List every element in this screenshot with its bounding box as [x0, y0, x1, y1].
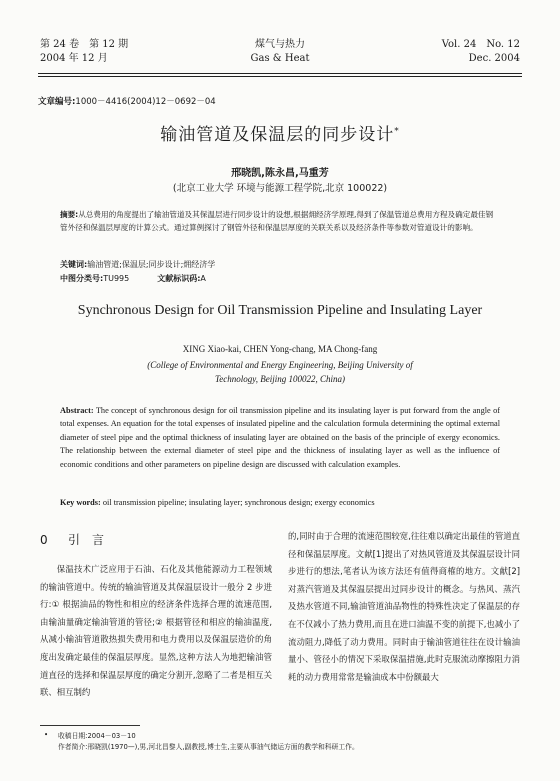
- abstract-cn-text: 从总费用的角度提出了输油管道及其保温层进行同步设计的设想,根据㶲经济学原理,得到了保温管道总费用方程及确定最佳钢管外径和保温层厚度的计算公式。通过算例探讨了钢管外径和保温层厚度的关联关系以及经济条件等参数对管道设计的影响。: [60, 210, 494, 232]
- header-vol-issue-en: Vol. 24 No. 12: [441, 39, 520, 50]
- section-number: 0: [40, 533, 48, 547]
- section-title: 引 言: [68, 533, 105, 547]
- title-cn-text: 输油管道及保温层的同步设计: [160, 125, 395, 145]
- page-title-cn: [0, 120, 560, 145]
- authors-en: XING Xiao-kai, CHEN Yong-chang, MA Chong-fang: [182, 344, 378, 354]
- abstract-en: [60, 404, 500, 471]
- doc-code-value: A: [200, 274, 206, 283]
- header-rule-bottom: [38, 76, 522, 77]
- header-vol-issue-cn: 第 24 卷 第 12 期: [40, 39, 129, 50]
- body-column-left: 保温技术广泛应用于石油、石化及其他能源动力工程领域的输油管道中。传统的输油管道及其保温层设计一般分 2 步进行:① 根据油品的物性和相应的经济条件选择合理的流速范围,由输油量确定输油管道的管径;② 根据管径和相应的输油温度,从减小输油管道散热损失费用和电力费用以及保温层造价的角度出发确定最佳的保温层厚度。显然,这种方法人为地把输油管道直径的选择和保温层厚度的确定分割开,忽略了二者是相互关联、相互制约: [40, 564, 272, 698]
- header-journal-cn: 煤气与热力: [255, 39, 305, 50]
- footnote-received: 收稿日期:2004－03－10: [58, 732, 136, 740]
- clc-value: TU995: [103, 274, 130, 283]
- header-date-cn: 2004 年 12 月: [40, 53, 108, 64]
- footnote-bullet-icon: •: [44, 731, 49, 739]
- abstract-en-label: Abstract:: [60, 406, 94, 415]
- section-heading: [40, 531, 104, 548]
- keywords-cn-label: 关键词:: [60, 260, 88, 269]
- abstract-cn: [60, 208, 500, 234]
- abstract-en-text: The concept of synchronous design for oil transmission pipeline and its insulating layer is put forward from the angle of total expenses. An equation for the total expenses of insulated pipeline and the calculation formula determining the optimal external diameter of steel pipe and the optimal thickness of insulating layer are obtained on the basis of the principle of exergy economics. The relationship between the external diameter of steel pipe and the thickness of insulating layer as well as the influence of economic conditions and other parameters on pipeline design are discussed with calculation examples.: [60, 406, 500, 469]
- footnote-author-bio: 作者简介:邢晓凯(1970—),男,河北昌黎人,副教授,博士生,主要从事油气储运方面的教学和科研工作。: [58, 743, 359, 751]
- keywords-en: [60, 498, 500, 507]
- header-date-en: Dec. 2004: [468, 53, 520, 64]
- body-column-right: 的,同时由于合理的流速范围较宽,往往难以确定出最佳的管道直径和保温层厚度。文献[1]提出了对热风管道及其保温层设计同步进行的想法,笔者认为该方法还有值得商榷的地方。文献[2]对蒸汽管道及其保温层提出过同步设计的概念。与热风、蒸汽及热水管道不同,输油管道油品物性的特殊性决定了保温层的存在不仅减小了热力费用,而且在进口油温不变的前提下,也减小了流动阻力,降低了动力费用。同时由于输油管道往往在设计输油量小、管径小的情况下采取保温措施,此时克服流动摩擦阻力消耗的动力费用常常是输油成本中份额最大: [288, 531, 520, 682]
- keywords-en-text: oil transmission pipeline; insulating layer; synchronous design; exergy economics: [100, 498, 375, 507]
- header-journal-en: Gas & Heat: [250, 53, 310, 64]
- footnote-rule: [40, 725, 140, 726]
- keywords-cn-text: 输油管道;保温层;同步设计;㶲经济学: [87, 260, 216, 269]
- article-number: [38, 95, 216, 107]
- header-right: [442, 38, 520, 66]
- keywords-en-label: Key words:: [60, 498, 101, 507]
- affiliation-en: (College of Environmental and Energy Engineering, Beijing University of Technology, Beijing 100022, China): [147, 360, 413, 384]
- abstract-cn-label: 摘要:: [60, 210, 79, 219]
- classification-line: [60, 273, 206, 284]
- affiliation-cn: (北京工业大学 环境与能源工程学院,北京 100022): [172, 183, 388, 194]
- article-number-label: 文章编号:: [38, 97, 76, 107]
- page-title-en: Synchronous Design for Oil Transmission Pipeline and Insulating Layer: [77, 303, 483, 318]
- doc-code-label: 文献标识码:: [157, 274, 201, 283]
- clc-label: 中图分类号:: [60, 274, 104, 283]
- header-rule-top: [38, 73, 522, 74]
- keywords-cn: [60, 259, 215, 270]
- authors-cn: 邢晓凯,陈永昌,马重芳: [231, 168, 329, 179]
- article-number-value: 1000－4416(2004)12－0692－04: [75, 97, 216, 107]
- title-footnote-mark: *: [394, 126, 400, 137]
